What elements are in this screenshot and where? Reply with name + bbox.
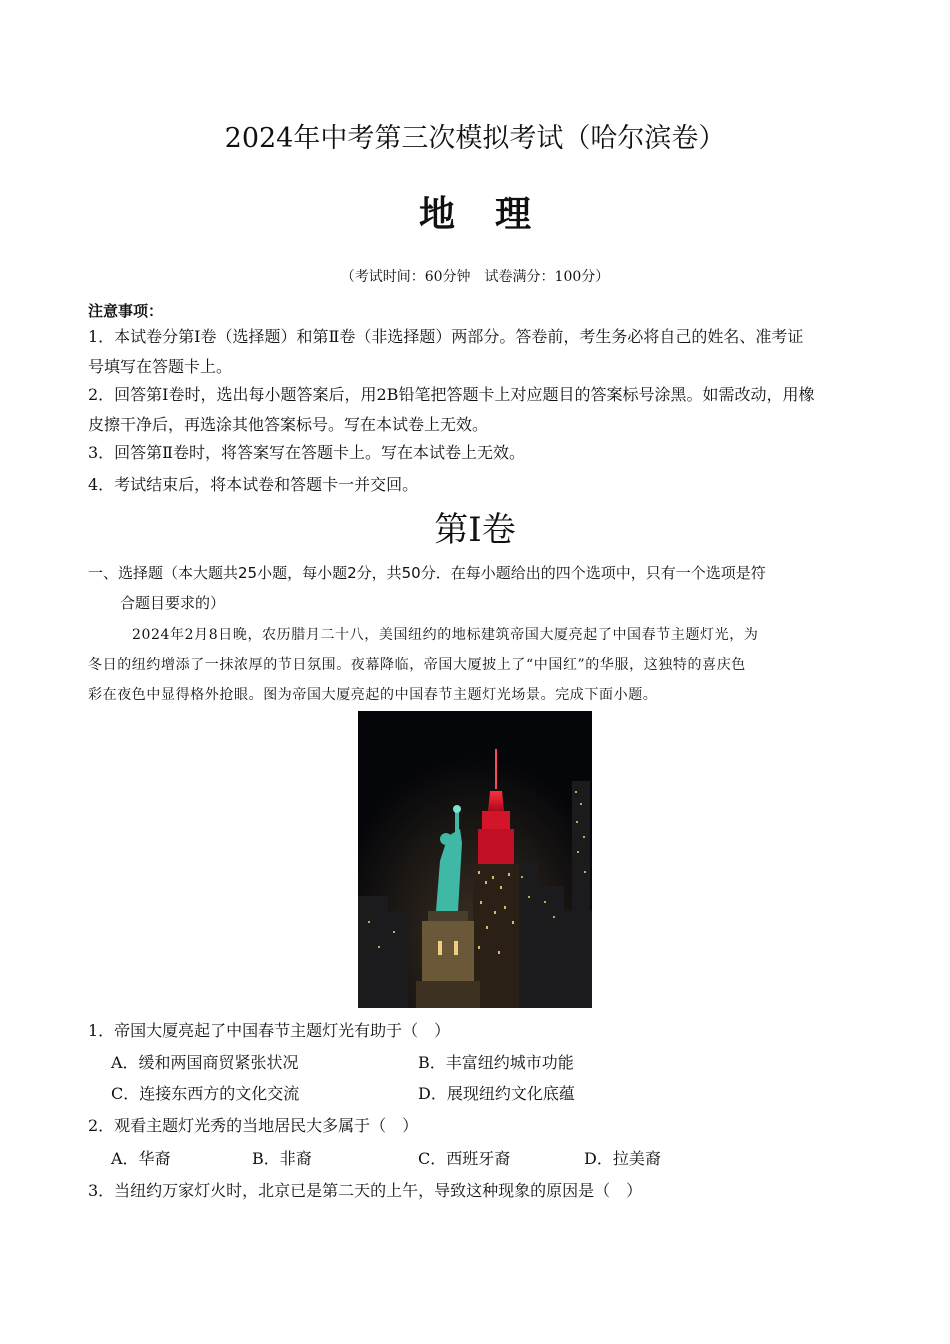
notice-item-2-cont: 皮擦干净后，再选涂其他答案标号。写在本试卷上无效。: [88, 415, 489, 434]
q2-option-b: B．非裔: [252, 1149, 312, 1168]
notice-item-4: 4．考试结束后，将本试卷和答题卡一并交回。: [88, 475, 419, 494]
notice-item-2: 2．回答第Ⅰ卷时，选出每小题答案后，用2B铅笔把答题卡上对应题目的答案标号涂黑。如需改动，用橡: [88, 385, 815, 404]
q2-option-a: A．华裔: [111, 1149, 171, 1168]
q1-option-d: D．展现纽约文化底蕴: [418, 1084, 575, 1103]
photo-illustration: [358, 711, 592, 1008]
empire-state-night-photo: [358, 711, 592, 1008]
context-paragraph-line-3: 彩在夜色中显得格外抢眼。图为帝国大厦亮起的中国春节主题灯光场景。完成下面小题。: [88, 687, 658, 703]
q2-option-c: C．西班牙裔: [418, 1149, 511, 1168]
notice-item-1-cont: 号填写在答题卡上。: [88, 357, 233, 376]
exam-title: 2024年中考第三次模拟考试（哈尔滨卷）: [224, 123, 726, 154]
section-heading: 一、选择题（本大题共25小题，每小题2分，共50分．在每小题给出的四个选项中，只有一个选项是符: [88, 564, 766, 582]
q1-option-a: A．缓和两国商贸紧张状况: [111, 1053, 299, 1072]
section-heading-cont: 合题目要求的）: [120, 594, 226, 612]
pedestal: [416, 911, 480, 1008]
context-paragraph-line-1: 2024年2月8日晚，农历腊月二十八，美国纽约的地标建筑帝国大厦亮起了中国春节主题灯光，为: [132, 627, 759, 643]
q1-option-c: C．连接东西方的文化交流: [111, 1084, 300, 1103]
subject-title: 地理: [418, 193, 571, 235]
context-paragraph-line-2: 冬日的纽约增添了一抹浓厚的节日氛围。夜幕降临，帝国大厦披上了“中国红”的华服，这独特的喜庆色: [88, 657, 746, 673]
question-2: 2．观看主题灯光秀的当地居民大多属于（ ）: [88, 1116, 419, 1135]
question-1: 1．帝国大厦亮起了中国春节主题灯光有助于（ ）: [88, 1021, 451, 1040]
question-3: 3．当纽约万家灯火时，北京已是第二天的上午，导致这种现象的原因是（ ）: [88, 1181, 643, 1200]
notice-item-1: 1．本试卷分第Ⅰ卷（选择题）和第Ⅱ卷（非选择题）两部分。答卷前，考生务必将自己的姓名、准考证: [88, 327, 804, 346]
q1-option-b: B．丰富纽约城市功能: [418, 1053, 574, 1072]
volume-title: 第Ⅰ卷: [434, 510, 516, 550]
notice-item-3: 3．回答第Ⅱ卷时，将答案写在答题卡上。写在本试卷上无效。: [88, 443, 526, 462]
notice-heading: 注意事项：: [88, 302, 164, 320]
q2-option-d: D．拉美裔: [584, 1149, 661, 1168]
exam-info: （考试时间：60分钟 试卷满分：100分）: [340, 269, 610, 285]
